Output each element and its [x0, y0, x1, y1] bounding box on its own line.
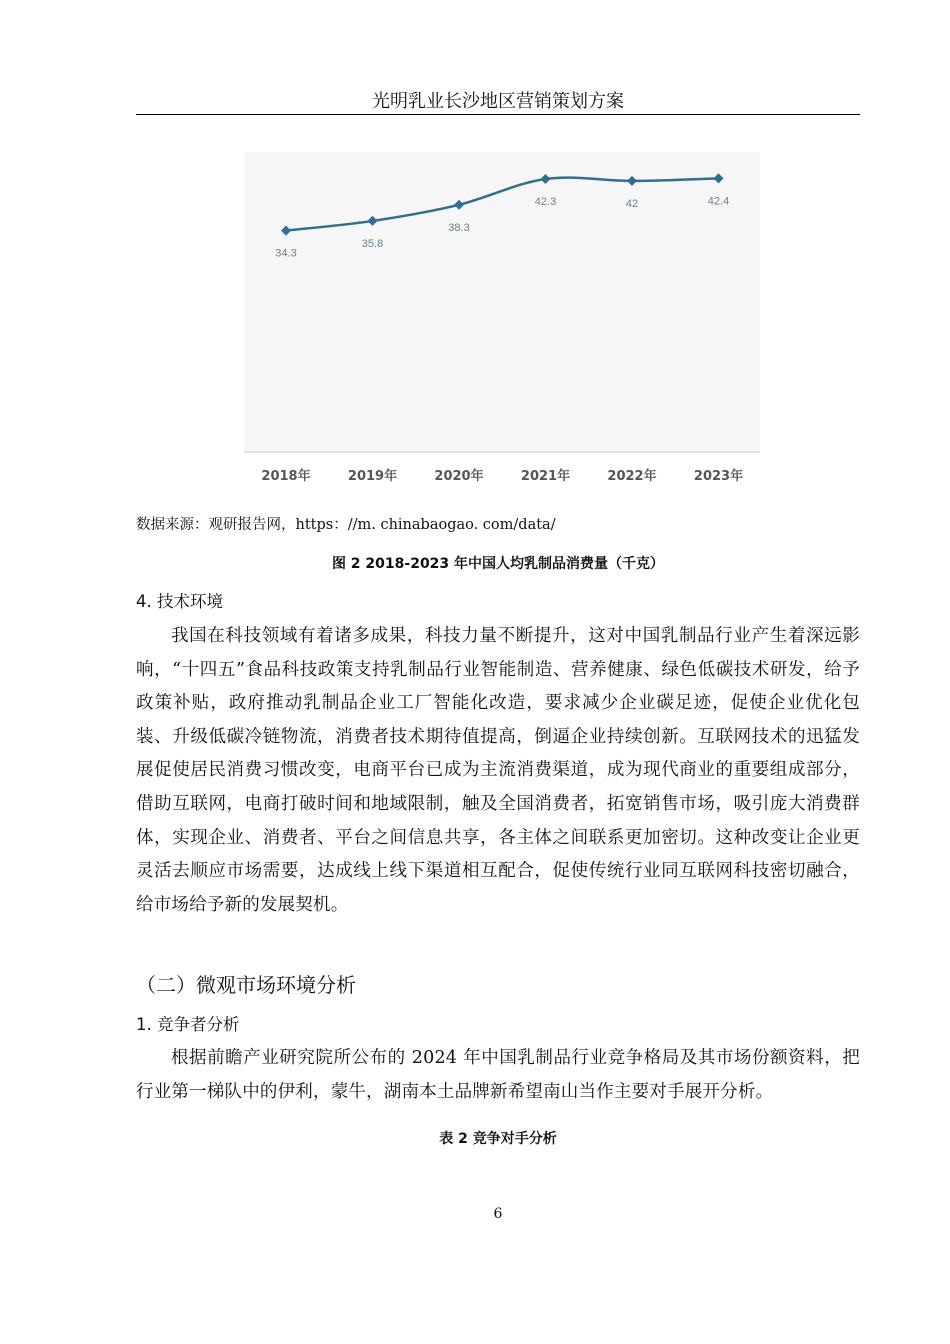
page-number: 6	[493, 1206, 503, 1222]
section-heading-tech: 4. 技术环境	[136, 592, 223, 611]
x-tick-label: 2019年	[347, 469, 398, 484]
data-label: 34.3	[275, 247, 297, 260]
x-tick-label: 2021年	[520, 469, 571, 484]
section-heading-micro: （二）微观市场环境分析	[136, 973, 356, 997]
x-tick-label: 2023年	[693, 469, 744, 484]
data-label: 42.3	[534, 195, 557, 208]
plot-area	[244, 152, 760, 452]
data-label: 42	[625, 197, 639, 210]
data-label: 35.8	[361, 237, 384, 250]
figure-caption: 图 2 2018-2023 年中国人均乳制品消费量（千克）	[331, 556, 665, 572]
x-tick-label: 2022年	[607, 469, 657, 484]
table-caption: 表 2 竞争对手分析	[439, 1131, 557, 1147]
figure-source-note: 数据来源：观研报告网，https：//m. chinabaogao. com/data/	[136, 517, 556, 533]
x-tick-label: 2018年	[261, 469, 311, 484]
page-header-title: 光明乳业长沙地区营销策划方案	[372, 91, 624, 112]
paragraph-competitor: 根据前瞻产业研究院所公布的 2024 年中国乳制品行业竞争格局及其市场份额资料，把行业第一梯队中的伊利，蒙牛，湖南本土品牌新希望南山当作主要对手展开分析。	[136, 1048, 860, 1102]
paragraph-tech: 我国在科技领域有着诸多成果，科技力量不断提升，这对中国乳制品行业产生着深远影响，“十四五”食品科技政策支持乳制品行业智能制造、营养健康、绿色低碳技术研发，给予政策补贴，政府推动乳制品企业工厂智能化改造，要求减少企业碳足迹，促使企业优化包装、升级低碳冷链物流，消费者技术期待值提高，倒逼企业持续创新。互联网技术的迅猛发展促使居民消费习惯改变，电商平台已成为主流消费渠道，成为现代商业的重要组成部分，借助互联网，电商打破时间和地域限制，触及全国消费者，拓宽销售市场，吸引庞大消费群体，实现企业、消费者、平台之间信息共享，各主体之间联系更加密切。这种改变让企业更灵活去顺应市场需要，达成线上线下渠道相互配合，促使传统行业同互联网科技密切融合，给市场给予新的发展契机。	[136, 626, 860, 915]
consumption-line-chart	[240, 148, 764, 494]
header-divider	[136, 114, 860, 115]
chart-svg	[240, 148, 764, 494]
data-label: 42.4	[707, 195, 730, 208]
data-label: 38.3	[448, 221, 470, 234]
x-tick-label: 2020年	[434, 469, 484, 484]
section-heading-competitor: 1. 竞争者分析	[136, 1015, 240, 1034]
